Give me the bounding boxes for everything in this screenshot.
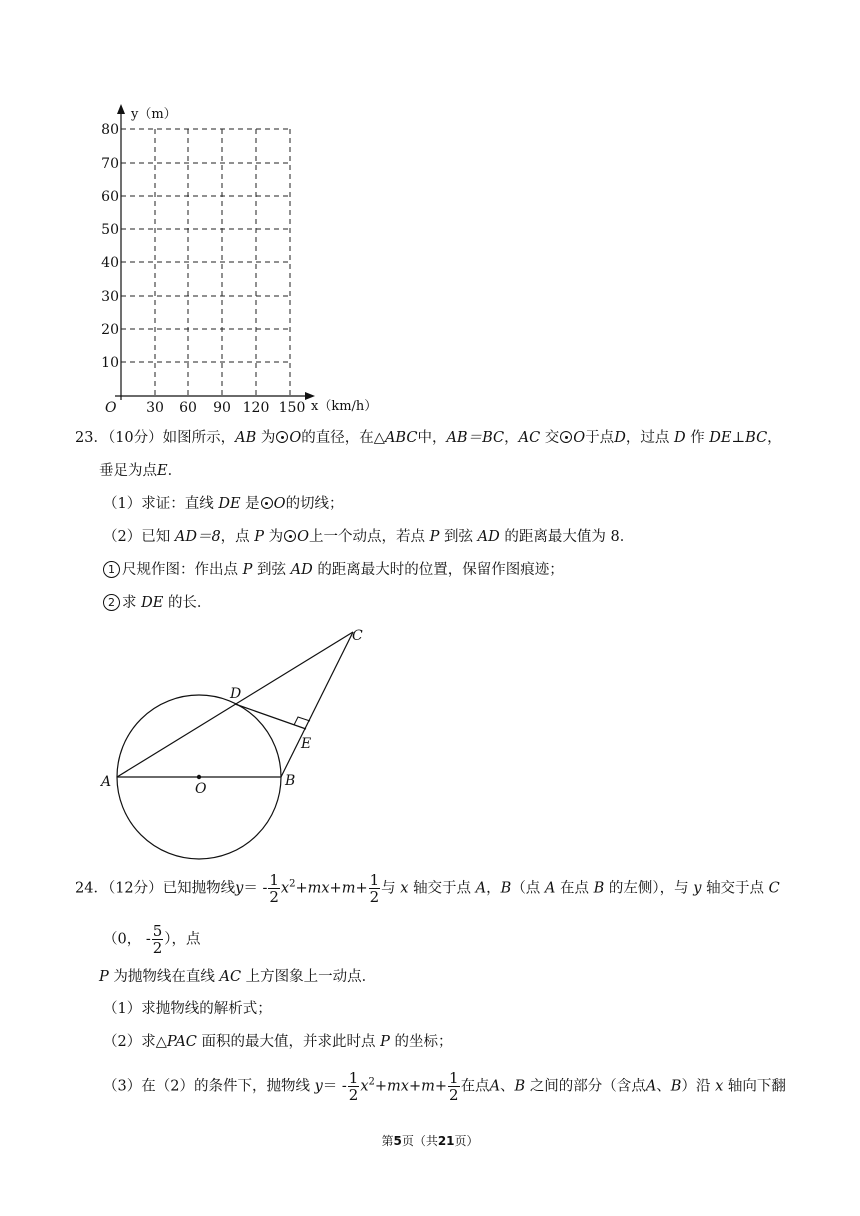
var-P: P (429, 529, 440, 545)
q23-text: 作 (690, 430, 705, 446)
q23-text: 交 (544, 430, 560, 446)
q24-text: （3）在（2）的条件下，抛物线 (103, 1078, 310, 1095)
q23-text: 是 (245, 496, 260, 512)
y-tick-label: 30 (101, 289, 119, 305)
origin-label: O (105, 400, 117, 416)
q24-text: 上方图象上一动点． (245, 969, 377, 985)
var-AB-eq-BC: AB＝BC (446, 430, 505, 446)
var-A: A (645, 1078, 657, 1095)
fraction-numerator: 1 (348, 1069, 359, 1087)
circled-number: 2 (103, 594, 120, 611)
y-tick-label: 80 (101, 122, 119, 138)
fraction-one-half (448, 1070, 460, 1103)
fraction-numerator: 1 (449, 1069, 459, 1087)
q24-stem-line2 (103, 923, 201, 956)
dashed-grid (121, 129, 290, 396)
q24-text: 已知抛物线 (162, 880, 236, 897)
q23-text: 的切线； (285, 496, 344, 512)
q24-text: ＝ - (243, 880, 268, 897)
circle-dot-icon (560, 431, 572, 443)
var-AD: AD (477, 529, 500, 545)
page-number: 5 (393, 1134, 402, 1148)
label-O: O (195, 781, 207, 797)
fraction-denominator: 2 (369, 888, 380, 906)
q24-text: （1）求抛物线的解析式； (103, 1001, 272, 1017)
var-P: P (254, 529, 265, 545)
label-C: C (352, 628, 363, 644)
q24-score: （12分） (107, 880, 163, 897)
label-E: E (301, 736, 312, 752)
y-tick-label: 40 (101, 255, 119, 271)
q23-score: （10分） (107, 430, 163, 446)
q23-text: 为 (260, 430, 276, 446)
q24-stem-line3 (99, 967, 376, 987)
x-axis-label: x（km/h） (311, 399, 378, 414)
q24-text: 、 (656, 1078, 671, 1095)
label-A: A (101, 774, 112, 790)
fraction-denominator: 2 (152, 939, 163, 957)
q24-text: 在点 (560, 880, 590, 897)
q23-geometry-figure (95, 620, 385, 865)
q23-stem-line2 (99, 461, 182, 481)
y-tick-label: 60 (101, 189, 119, 205)
q23-text: ，过点 (625, 430, 670, 446)
q23-text: 到弦 (256, 562, 286, 578)
var-DE: DE (218, 496, 241, 512)
q24-text: 的左侧），与 (608, 880, 689, 897)
var-D: D (614, 430, 626, 446)
total-pages: 21 (437, 1134, 455, 1148)
fraction-denominator: 2 (348, 1086, 359, 1104)
q24-text: ， (486, 880, 501, 897)
circled-number: 1 (103, 561, 120, 578)
q24-text: 与 (381, 880, 396, 897)
var-x: x (360, 1078, 369, 1095)
var-AB: AB (235, 430, 257, 446)
q23-text: 尺规作图：作出点 (122, 562, 238, 578)
page-footer (0, 1132, 860, 1149)
var-y: y (693, 880, 702, 897)
var-x: x (280, 880, 290, 897)
label-B: B (285, 773, 296, 789)
var-B: B (500, 880, 512, 897)
var-x: x (715, 1078, 724, 1095)
y-axis-label: y（m） (131, 107, 177, 122)
var-O: O (273, 496, 286, 512)
footer-text: 页（共 (401, 1134, 438, 1148)
var-P: P (380, 1034, 390, 1050)
q23-text: ，点 (220, 529, 250, 545)
x-tick-label: 90 (213, 400, 231, 416)
y-tick-label: 50 (101, 222, 119, 238)
q24-text: 、 (500, 1078, 515, 1095)
var-B: B (670, 1078, 682, 1095)
fraction-one-half (268, 872, 280, 905)
var-E: E (157, 463, 168, 479)
q23-text: 如图所示， (162, 430, 236, 446)
x-tick-label: 120 (242, 400, 270, 416)
q23-stem-line1 (75, 428, 782, 448)
q23-text: 到弦 (444, 529, 474, 545)
fraction-five-halves (152, 923, 164, 956)
q24-text: （0， (103, 931, 142, 948)
var-AC: AC (518, 430, 541, 446)
q24-text: 轴交于点 (706, 880, 765, 897)
q23-text: 上一个动点，若点 (309, 529, 426, 545)
fraction-one-half (369, 872, 381, 905)
var-A: A (475, 880, 487, 897)
x-tick-label: 150 (278, 400, 306, 416)
q23-part2 (103, 527, 634, 547)
q23-part1 (103, 494, 344, 514)
q24-text: 之间的部分（含点 (529, 1078, 646, 1095)
footer-text: 页） (454, 1134, 479, 1148)
q23-text: ， (504, 430, 519, 446)
var-y: y (314, 1078, 323, 1095)
q23-text: 中， (417, 430, 447, 446)
q23-text: 的长． (167, 595, 212, 611)
q23-text: 为 (268, 529, 284, 545)
circle-dot-icon (261, 497, 273, 509)
q23-subpart2 (103, 593, 211, 613)
var-A: A (489, 1078, 501, 1095)
circle-dot-icon (284, 530, 296, 542)
var-AD: AD (290, 562, 313, 578)
y-tick-label: 20 (101, 322, 119, 338)
q24-text: （点 (511, 880, 541, 897)
var-P: P (99, 969, 109, 985)
var-D: D (673, 430, 686, 446)
q23-text: （2）已知 (103, 529, 171, 545)
fraction-denominator: 2 (449, 1086, 459, 1104)
fraction-denominator: 2 (269, 888, 279, 906)
q24-number: 24． (75, 880, 108, 897)
var-y: y (235, 880, 244, 897)
q23-text: 求 (122, 595, 137, 611)
exponent: 2 (289, 878, 296, 890)
speed-distance-grid-graph (95, 100, 395, 420)
y-tick-label: 10 (101, 355, 119, 371)
var-C: C (768, 880, 780, 897)
footer-text: 第 (381, 1134, 394, 1148)
q23-text: ． (167, 463, 183, 479)
q24-text: ＝ - (322, 1078, 347, 1095)
q24-text: 轴向下翻 (727, 1078, 786, 1095)
exponent: 2 (368, 1076, 375, 1088)
expr-mx-m: +mx+m+ (374, 1078, 448, 1095)
q24-text: - (145, 931, 151, 948)
var-AD-eq-8: AD＝8 (174, 529, 221, 545)
var-DE: DE (141, 595, 164, 611)
q23-text: ， (767, 430, 782, 446)
label-D: D (230, 686, 242, 702)
q24-text: 面积的最大值，并求此时点 (201, 1034, 376, 1050)
x-tick-label: 60 (179, 400, 197, 416)
fraction-numerator: 1 (269, 871, 279, 889)
q23-text: 的距离最大值为 8． (504, 529, 635, 545)
var-ABC: ABC (384, 430, 418, 446)
var-AC: AC (219, 969, 242, 985)
var-x: x (400, 880, 409, 897)
fraction-numerator: 1 (369, 871, 380, 889)
q24-text: 轴交于点 (413, 880, 472, 897)
expr-mx-m: +mx+m+ (295, 880, 368, 897)
var-PAC: PAC (166, 1034, 197, 1050)
q24-part1 (103, 999, 272, 1019)
q24-text: ），点 (164, 931, 201, 948)
q24-text: ）沿 (681, 1078, 711, 1095)
y-tick-label: 70 (101, 156, 119, 172)
var-B: B (593, 880, 605, 897)
q23-subpart1 (103, 560, 564, 580)
q24-text: 的坐标； (394, 1034, 453, 1050)
q23-text: （1）求证：直线 (103, 496, 214, 512)
q23-text: 垂足为点 (99, 463, 157, 479)
fraction-numerator: 5 (152, 922, 163, 940)
var-A: A (544, 880, 556, 897)
circle-dot-icon (276, 431, 288, 443)
var-O: O (297, 529, 310, 545)
fraction-one-half (348, 1070, 360, 1103)
q23-number: 23． (75, 430, 108, 446)
q24-part3 (103, 1070, 786, 1103)
q24-text: 在点 (460, 1078, 490, 1095)
q24-part2 (103, 1032, 452, 1052)
q24-text: （2）求△ (103, 1034, 167, 1050)
var-DE-perp-BC: DE⊥BC (709, 430, 768, 446)
q23-text: 于点 (585, 430, 615, 446)
segment-DE (235, 704, 306, 729)
var-P: P (242, 562, 253, 578)
q23-text: 的距离最大时的位置，保留作图痕迹； (317, 562, 564, 578)
var-O: O (573, 430, 586, 446)
x-tick-label: 30 (146, 400, 164, 416)
q24-text: 为抛物线在直线 (113, 969, 215, 985)
var-O: O (289, 430, 302, 446)
y-axis-arrow (117, 104, 125, 114)
center-point-O (197, 775, 201, 779)
q23-text: 的直径，在△ (301, 430, 385, 446)
var-B: B (514, 1078, 526, 1095)
q24-stem-line1 (75, 872, 780, 905)
